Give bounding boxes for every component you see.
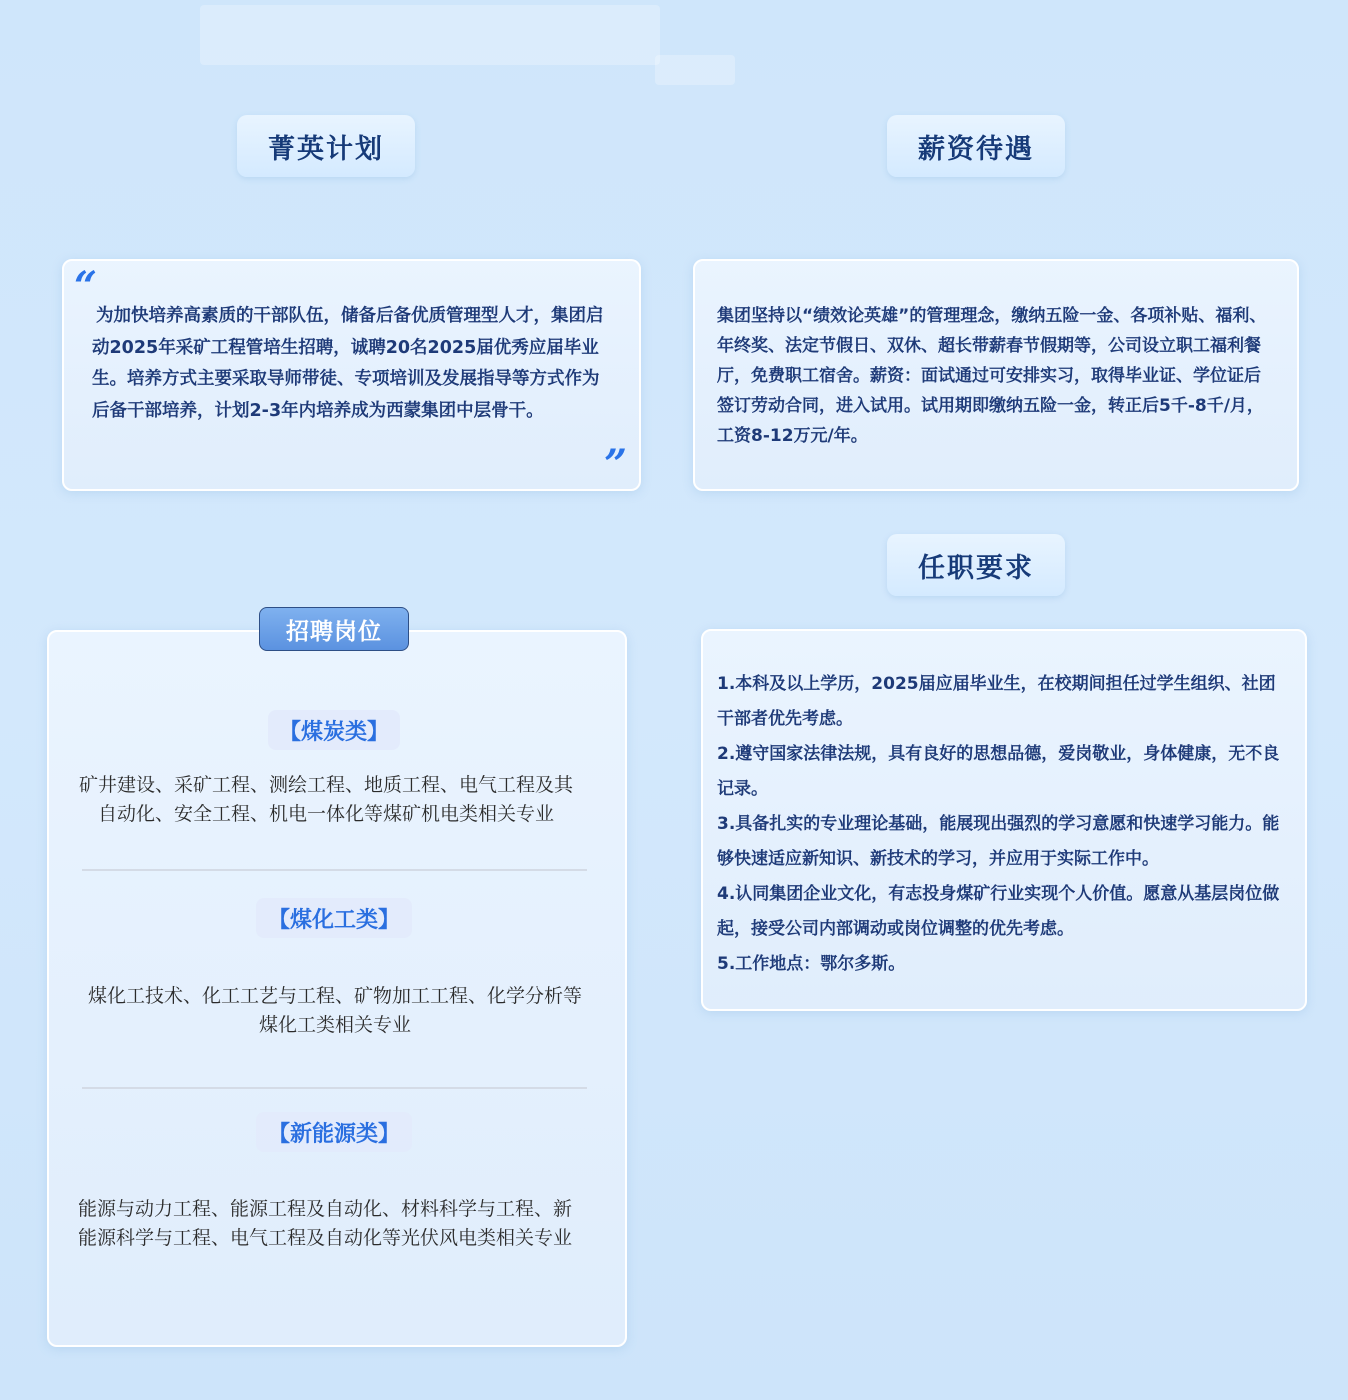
requirement-item: 2.遵守国家法律法规，具有良好的思想品德，爱岗敬业，身体健康，无不良记录。 <box>717 744 1280 799</box>
close-quote-icon: ” <box>603 441 627 488</box>
decorative-blob <box>655 55 735 85</box>
elite-plan-card <box>62 259 641 491</box>
divider <box>82 1087 587 1089</box>
category-label-coal-chemical: 【煤化工类】 <box>256 898 412 938</box>
requirements-title: 任职要求 <box>887 534 1065 596</box>
decorative-blob <box>200 5 660 65</box>
elite-plan-title: 菁英计划 <box>237 115 415 177</box>
requirement-item: 1.本科及以上学历，2025届应届毕业生，在校期间担任过学生组织、社团干部者优先考虑。 <box>717 674 1276 729</box>
requirement-item: 3.具备扎实的专业理论基础，能展现出强烈的学习意愿和快速学习能力。能够快速适应新知识、新技术的学习，并应用于实际工作中。 <box>717 814 1280 869</box>
salary-text: 集团坚持以“绩效论英雄”的管理理念，缴纳五险一金、各项补贴、福利、年终奖、法定节假日、双休、超长带薪春节假期等，公司设立职工福利餐厅，免费职工宿舍。薪资：面试通过可安排实习，取得毕业证、学位证后签订劳动合同，进入试用。试用期即缴纳五险一金，转正后5千-8千/月，工资8-12万元/年。 <box>717 306 1267 446</box>
elite-plan-text: 为加快培养高素质的干部队伍，储备后备优质管理型人才，集团启动2025年采矿工程管培生招聘，诚聘20名2025届优秀应届毕业生。培养方式主要采取导师带徒、专项培训及发展指导等方式作为后备干部培养，计划2-3年内培养成为西蒙集团中层骨干。 <box>92 306 604 421</box>
salary-title: 薪资待遇 <box>887 115 1065 177</box>
category-text-coal-chemical: 煤化工技术、化工工艺与工程、矿物加工工程、化学分析等煤化工类相关专业 <box>87 985 582 1036</box>
open-quote-icon: “ <box>74 263 98 310</box>
requirement-item: 4.认同集团企业文化，有志投身煤矿行业实现个人价值。愿意从基层岗位做起，接受公司内部调动或岗位调整的优先考虑。 <box>717 884 1280 939</box>
positions-badge: 招聘岗位 <box>259 607 409 651</box>
category-label-coal: 【煤炭类】 <box>268 710 400 750</box>
requirement-item: 5.工作地点：鄂尔多斯。 <box>717 954 906 974</box>
category-text-new-energy: 能源与动力工程、能源工程及自动化、材料科学与工程、新能源科学与工程、电气工程及自动化等光伏风电类相关专业 <box>77 1198 572 1249</box>
category-text-coal: 矿井建设、采矿工程、测绘工程、地质工程、电气工程及其自动化、安全工程、机电一体化等煤矿机电类相关专业 <box>78 774 573 825</box>
salary-card <box>693 259 1299 491</box>
divider <box>82 869 587 871</box>
category-label-new-energy: 【新能源类】 <box>256 1112 412 1152</box>
